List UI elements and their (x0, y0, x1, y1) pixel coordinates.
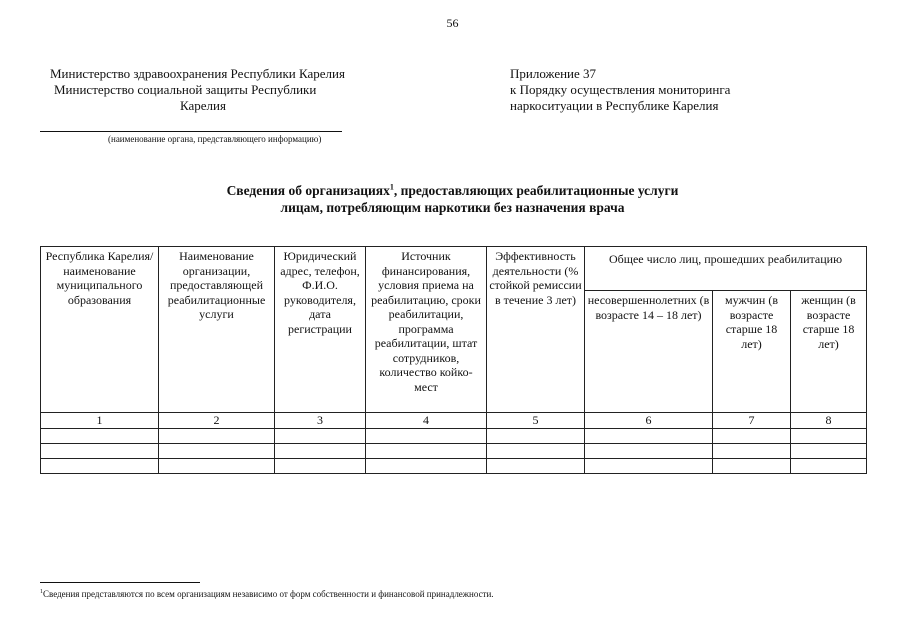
organization-name-line (40, 131, 342, 132)
organization-caption: (наименование органа, представляющего информацию) (108, 134, 322, 144)
column-numbers-row (41, 413, 867, 429)
title-line-1-end: , предоставляющих реабилитационные услуги (393, 183, 679, 198)
header-women: женщин (в возрасте старше 18 лет) (791, 291, 867, 413)
header-men: мужчин (в возрасте старше 18 лет) (713, 291, 791, 413)
table-cell (159, 429, 275, 444)
header-effectiveness: Эффективность деятельности (% стойкой ремиссии в течение 3 лет) (487, 247, 585, 413)
table-cell (275, 429, 366, 444)
table-cell (713, 429, 791, 444)
table-cell (791, 429, 867, 444)
footnote-separator (40, 582, 200, 583)
appendix-line-1: Приложение 37 (510, 66, 597, 81)
page-number: 56 (446, 16, 459, 30)
column-number: 2 (159, 413, 275, 429)
table-cell (713, 444, 791, 459)
header-minors: несовершеннолетних (в возрасте 14 – 18 лет) (585, 291, 713, 413)
table-cell (487, 459, 585, 474)
table-cell (791, 444, 867, 459)
column-number: 7 (713, 413, 791, 429)
title-line-1-start: Сведения об организациях (226, 183, 390, 198)
table-cell (41, 429, 159, 444)
header-organization-name: Наименование организации, предоставляющей реабилитационные услуги (159, 247, 275, 413)
column-number: 8 (791, 413, 867, 429)
footnote-mark: 1 (40, 589, 43, 595)
table-cell (366, 444, 487, 459)
rehabilitation-organizations-table (40, 246, 867, 474)
table-cell (791, 459, 867, 474)
table-cell (713, 459, 791, 474)
table-cell (585, 429, 713, 444)
table-cell (41, 459, 159, 474)
ministry-block (50, 66, 410, 114)
table-cell (159, 459, 275, 474)
table-cell (366, 429, 487, 444)
footnote-text: Сведения представляются по всем организациям независимо от форм собственности и финансовой принадлежности. (43, 589, 494, 599)
header-row-1 (41, 247, 867, 291)
title-line-2: лицам, потребляющим наркотики без назначения врача (280, 200, 625, 215)
table-row (41, 429, 867, 444)
table-cell (159, 444, 275, 459)
document-title (0, 182, 905, 216)
title-footnote-mark: 1 (389, 182, 394, 192)
header-total-rehabilitated: Общее число лиц, прошедших реабилитацию (585, 247, 867, 291)
appendix-block (510, 66, 850, 114)
title-line-1 (0, 182, 905, 199)
column-number: 1 (41, 413, 159, 429)
column-number: 5 (487, 413, 585, 429)
table-cell (585, 459, 713, 474)
ministry-line-3: Карелия (180, 98, 226, 113)
ministry-line-2: Министерство социальной защиты Республики (54, 82, 317, 97)
table-row (41, 444, 867, 459)
table-cell (366, 459, 487, 474)
header-region: Республика Карелия/ наименование муниципального образования (41, 247, 159, 413)
table-cell (487, 429, 585, 444)
table-cell (41, 444, 159, 459)
column-number: 4 (366, 413, 487, 429)
appendix-line-3: наркоситуации в Республике Карелия (510, 98, 719, 113)
table-cell (585, 444, 713, 459)
table-cell (275, 459, 366, 474)
table-cell (487, 444, 585, 459)
column-number: 6 (585, 413, 713, 429)
header-funding-source: Источник финансирования, условия приема на реабилитацию, сроки реабилитации, программа реабилитации, штат сотрудников, количество койко-мест (366, 247, 487, 413)
column-number: 3 (275, 413, 366, 429)
header-legal-address: Юридический адрес, телефон, Ф.И.О. руководителя, дата регистрации (275, 247, 366, 413)
table-row (41, 459, 867, 474)
table-cell (275, 444, 366, 459)
footnote (40, 589, 494, 599)
appendix-line-2: к Порядку осуществления мониторинга (510, 82, 731, 97)
ministry-line-1: Министерство здравоохранения Республики Карелия (50, 66, 345, 81)
